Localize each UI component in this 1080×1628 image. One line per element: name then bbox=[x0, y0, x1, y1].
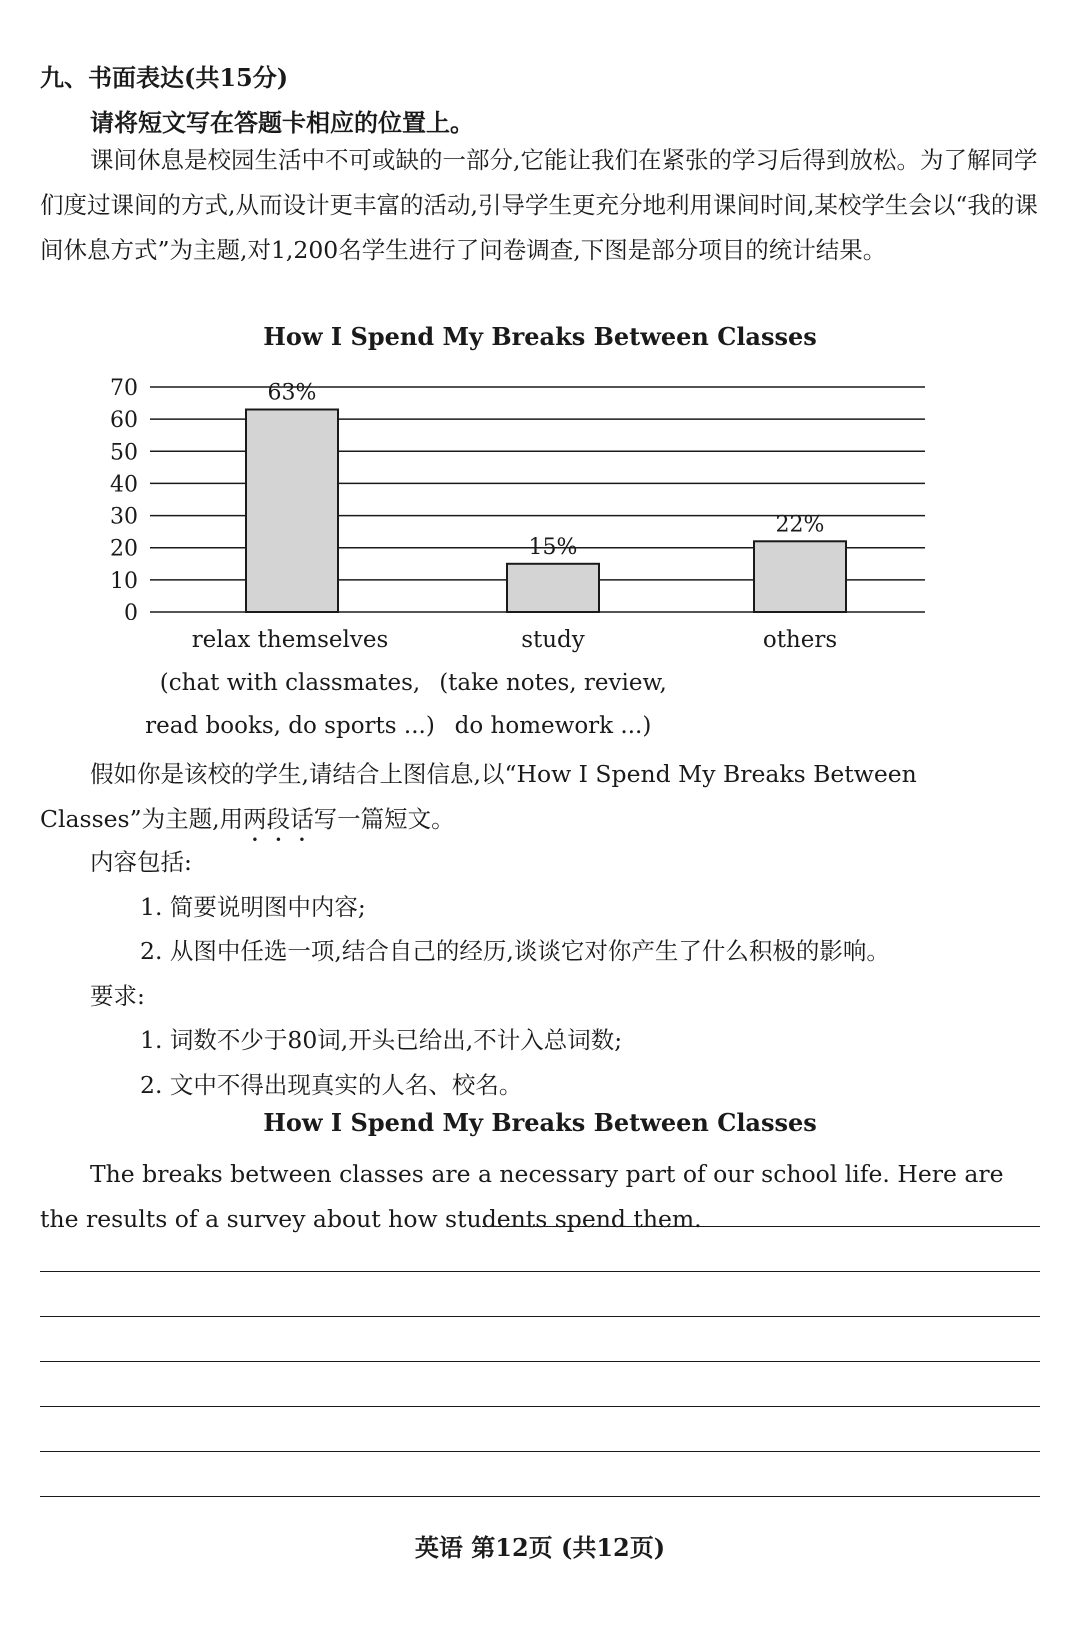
y-tick-label: 50 bbox=[110, 440, 138, 466]
bar-chart bbox=[0, 355, 1080, 620]
task-text-before: 假如你是该校的学生,请结合上图信息,以“How I Spend My Breaks Between Classes”为主题,用 bbox=[40, 760, 917, 833]
requirement-item: 1. 词数不少于80词,开头已给出,不计入总词数; bbox=[140, 1026, 623, 1054]
category-note-relax-line1: (chat with classmates, bbox=[159, 670, 421, 696]
bar bbox=[246, 410, 338, 613]
writing-line[interactable] bbox=[40, 1361, 1040, 1362]
chart-title: How I Spend My Breaks Between Classes bbox=[263, 322, 817, 351]
data-label: 22% bbox=[775, 512, 825, 538]
task-emphasis: 两段话 bbox=[243, 805, 314, 833]
writing-line[interactable] bbox=[40, 1271, 1040, 1272]
page-footer: 英语 第12页 (共12页) bbox=[414, 1533, 666, 1562]
writing-line[interactable] bbox=[40, 1496, 1040, 1497]
category-label-others: others bbox=[762, 627, 838, 653]
content-item: 2. 从图中任选一项,结合自己的经历,谈谈它对你产生了什么积极的影响。 bbox=[140, 937, 890, 965]
writing-line[interactable] bbox=[482, 1226, 1040, 1227]
content-label: 内容包括: bbox=[90, 848, 192, 876]
requirement-item: 2. 文中不得出现真实的人名、校名。 bbox=[140, 1071, 523, 1099]
data-label: 63% bbox=[267, 380, 317, 406]
category-label-relax: relax themselves bbox=[191, 627, 389, 653]
content-item: 1. 简要说明图中内容; bbox=[140, 893, 366, 921]
y-tick-label: 70 bbox=[110, 376, 138, 401]
section-instruction: 请将短文写在答题卡相应的位置上。 bbox=[90, 108, 474, 137]
requirements-label: 要求: bbox=[90, 982, 145, 1010]
y-tick-label: 20 bbox=[110, 536, 138, 562]
essay-opening: The breaks between classes are a necessary part of our school life. Here are the results of a survey about how students spend them. bbox=[40, 1160, 1004, 1233]
category-label-study: study bbox=[521, 627, 585, 653]
section-title: 九、书面表达(共15分) bbox=[40, 63, 289, 92]
intro-paragraph: 课间休息是校园生活中不可或缺的一部分,它能让我们在紧张的学习后得到放松。为了解同学们度过课间的方式,从而设计更丰富的活动,引导学生更充分地利用课间时间,某校学生会以“我的课间休息方式”为主题,对1,200名学生进行了问卷调查,下图是部分项目的统计结果。 bbox=[40, 146, 1038, 264]
essay-title: How I Spend My Breaks Between Classes bbox=[263, 1108, 817, 1137]
bar bbox=[754, 541, 846, 612]
data-label: 15% bbox=[528, 534, 578, 560]
y-tick-label: 30 bbox=[110, 504, 138, 530]
y-tick-label: 60 bbox=[110, 408, 138, 434]
bar bbox=[507, 564, 599, 612]
category-note-study-line1: (take notes, review, bbox=[439, 670, 667, 696]
writing-line[interactable] bbox=[40, 1451, 1040, 1452]
y-tick-label: 40 bbox=[110, 472, 138, 498]
category-note-study-line2: do homework ...) bbox=[454, 713, 652, 739]
task-text-after: 写一篇短文。 bbox=[313, 805, 455, 833]
task-paragraph bbox=[40, 752, 1040, 847]
writing-line[interactable] bbox=[40, 1316, 1040, 1317]
category-note-relax-line2: read books, do sports ...) bbox=[145, 713, 435, 739]
y-tick-label: 10 bbox=[110, 568, 138, 594]
y-tick-label: 0 bbox=[124, 601, 138, 620]
writing-line[interactable] bbox=[40, 1406, 1040, 1407]
